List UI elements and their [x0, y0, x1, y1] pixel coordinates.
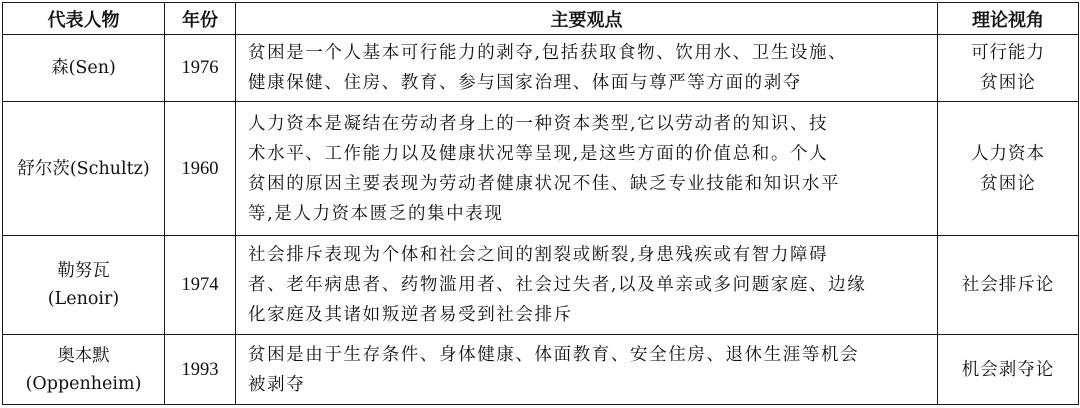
theory-table [2, 2, 1079, 405]
theory-cell [938, 102, 1079, 236]
header-row [3, 3, 1079, 35]
person-cell [3, 335, 165, 405]
theory-line: 社会排斥论 [961, 275, 1055, 295]
theory-line: 机会剥夺论 [961, 359, 1055, 380]
view-line: 被剥夺 [248, 374, 306, 395]
person-name: 奥本默 [57, 345, 110, 366]
theory-cell [938, 335, 1079, 405]
theory-line: 贫困论 [980, 73, 1036, 93]
table-row [3, 335, 1079, 405]
view-line: 术水平、工作能力以及健康状况等呈现,是这些方面的价值总和。个人 [248, 143, 829, 164]
header-view: 主要观点 [236, 3, 938, 35]
person-name-latin: (Oppenheim) [25, 373, 142, 394]
view-cell [236, 35, 938, 102]
view-line: 贫困是一个人基本可行能力的剥夺,包括获取食物、饮用水、卫生设施、 [248, 43, 848, 63]
person-cell [3, 35, 165, 102]
table-row [3, 35, 1079, 102]
theory-line: 人力资本 [971, 143, 1045, 164]
view-line: 化家庭及其诸如叛逆者易受到社会排斥 [248, 305, 573, 325]
table-row [3, 236, 1079, 335]
year-cell: 1974 [165, 236, 236, 335]
view-line: 者、老年病患者、药物滥用者、社会过失者,以及单亲或多问题家庭、边缘 [248, 275, 867, 295]
person-cell [3, 236, 165, 335]
view-line: 贫困的原因主要表现为劳动者健康状况不佳、缺乏专业技能和知识水平 [248, 173, 841, 194]
year-cell: 1976 [165, 35, 236, 102]
view-line: 人力资本是凝结在劳动者身上的一种资本类型,它以劳动者的知识、技 [248, 113, 829, 134]
person-name-latin: (Lenoir) [47, 289, 120, 309]
header-year: 年份 [165, 3, 236, 35]
view-line: 贫困是由于生存条件、身体健康、体面教育、安全住房、退休生涯等机会 [248, 344, 860, 365]
person-cell [3, 102, 165, 236]
year-cell: 1993 [165, 335, 236, 405]
person-name: 勒努瓦 [57, 261, 110, 281]
header-theory: 理论视角 [938, 3, 1079, 35]
person-name: 森(Sen) [51, 58, 116, 78]
theory-line: 贫困论 [980, 173, 1036, 194]
theory-line: 可行能力 [971, 43, 1045, 63]
theory-cell [938, 35, 1079, 102]
view-cell [236, 102, 938, 236]
view-cell [236, 236, 938, 335]
view-line: 健康保健、住房、教育、参与国家治理、体面与尊严等方面的剥夺 [248, 73, 802, 93]
year-cell: 1960 [165, 102, 236, 236]
table-row [3, 102, 1079, 236]
header-person: 代表人物 [3, 3, 165, 35]
view-line: 社会排斥表现为个体和社会之间的割裂或断裂,身患残疾或有智力障碍 [248, 245, 829, 265]
theory-cell [938, 236, 1079, 335]
view-cell [236, 335, 938, 405]
view-line: 等,是人力资本匮乏的集中表现 [248, 203, 504, 224]
person-name: 舒尔茨(Schultz) [17, 158, 150, 179]
